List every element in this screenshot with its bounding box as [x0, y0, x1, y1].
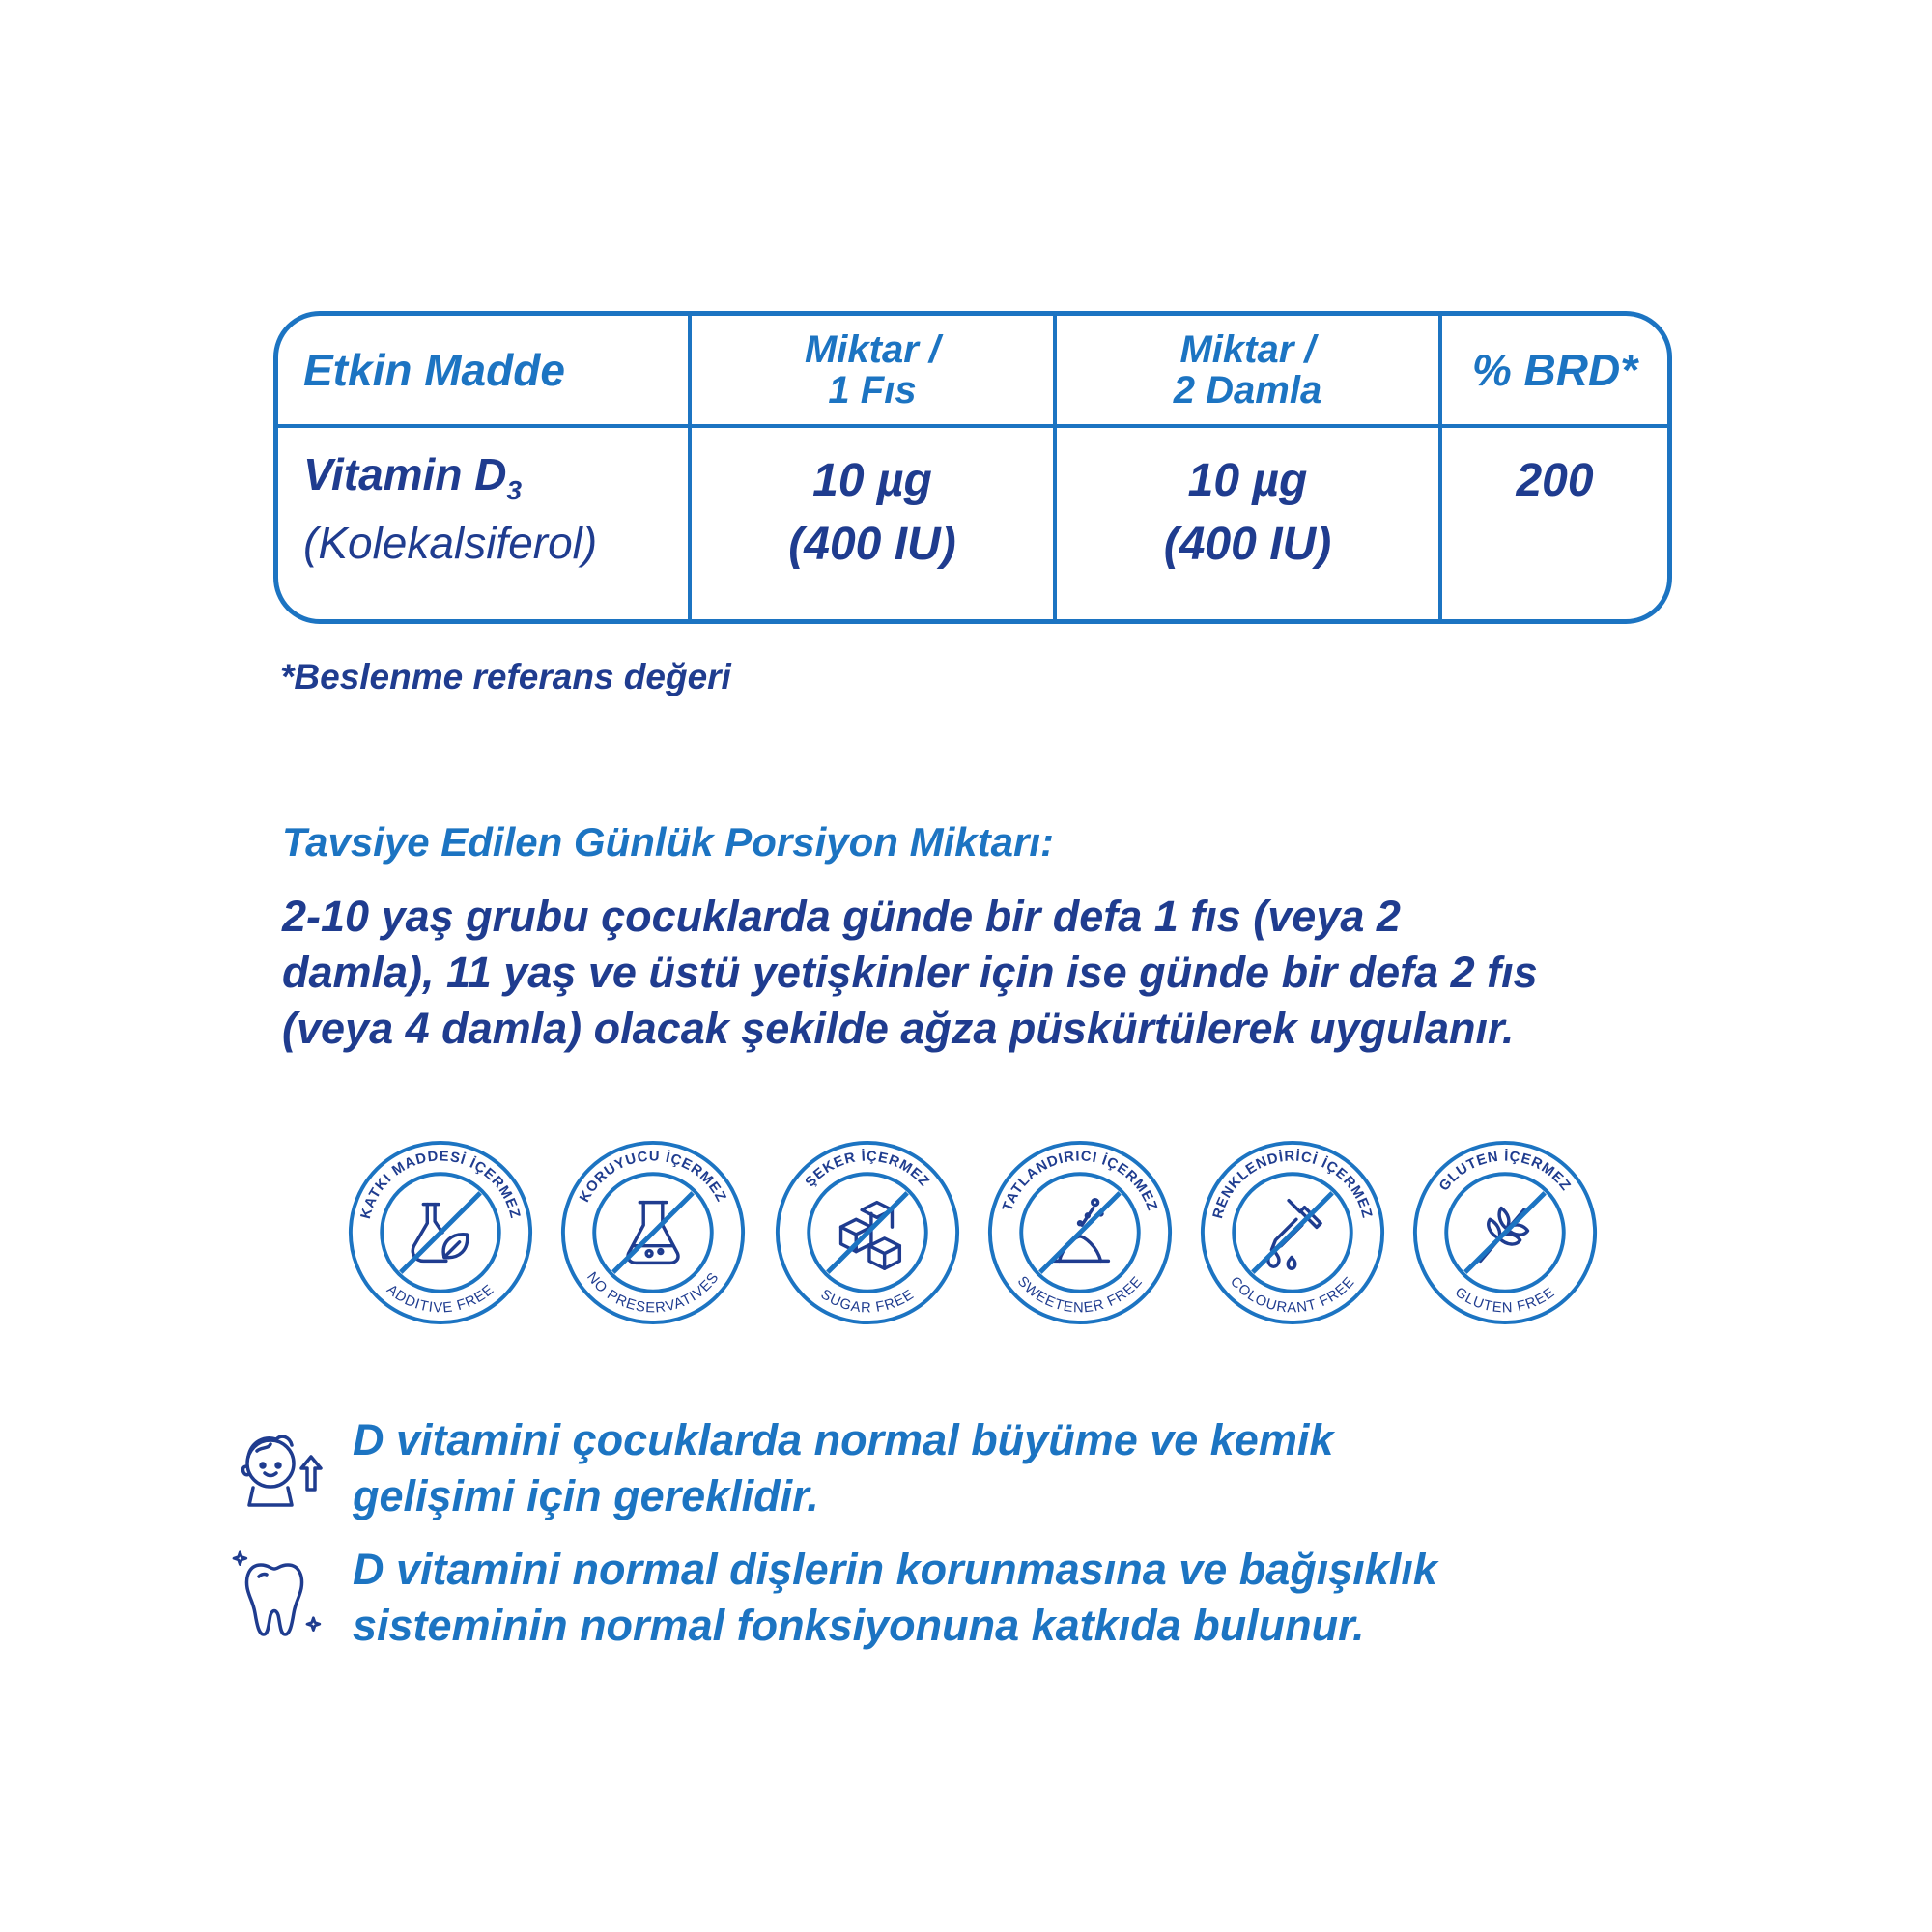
tooth-icon: [232, 1546, 328, 1642]
badge-bottom-text: COLOURANT FREE: [1227, 1273, 1358, 1317]
badge-bottom-text: ADDITIVE FREE: [384, 1281, 497, 1317]
claim-growth: [353, 1412, 1724, 1524]
badge-bottom-text: GLUTEN FREE: [1452, 1284, 1558, 1317]
header-amount-drop-line2: 2 Damla: [1173, 369, 1322, 412]
amount-spray-value: 10 µg: [812, 455, 932, 506]
free-badge: [1410, 1138, 1600, 1327]
nutrition-table: [273, 311, 1672, 624]
ingredient-subscript: 3: [506, 475, 523, 506]
badge-top-text: RENKLENDİRİCİ İÇERMEZ: [1209, 1149, 1375, 1221]
cell-ingredient: [303, 428, 688, 621]
header-brd: % BRD*: [1471, 344, 1638, 395]
badge-top-text: GLUTEN İÇERMEZ: [1436, 1149, 1575, 1195]
serving-line: damla), 11 yaş ve üstü yetişkinler için ise günde bir defa 2 fıs: [282, 948, 1538, 997]
svg-text:KATKI MADDESİ İÇERMEZ: [358, 1149, 523, 1220]
cell-amount-spray: [692, 428, 1053, 621]
claim-line: sisteminin normal fonksiyonuna katkıda bulunur.: [353, 1601, 1365, 1650]
free-badge: [985, 1138, 1175, 1327]
free-badge: [773, 1138, 962, 1327]
ingredient-alt-name: (Kolekalsiferol): [303, 518, 598, 569]
header-amount-drop-line1: Miktar /: [1179, 328, 1316, 371]
amount-drop-iu: (400 IU): [1163, 519, 1332, 570]
svg-text:RENKLENDİRİCİ İÇERMEZ: [1210, 1149, 1375, 1221]
ingredient-name-text: Vitamin D: [303, 449, 507, 499]
svg-text:TATLANDIRICI İÇERMEZ: [1000, 1149, 1160, 1213]
free-badge: [346, 1138, 535, 1327]
brd-value: 200: [1516, 455, 1594, 506]
badge-bottom-text: NO PRESERVATIVES: [583, 1269, 723, 1317]
child-growth-icon: [232, 1420, 328, 1517]
svg-text:KORUYUCU İÇERMEZ: [577, 1149, 728, 1205]
badge-top-text: KATKI MADDESİ İÇERMEZ: [357, 1149, 524, 1221]
serving-line: 2-10 yaş grubu çocuklarda günde bir defa 1 fıs (veya 2: [282, 892, 1401, 941]
badge-bottom-text: SUGAR FREE: [817, 1287, 918, 1317]
header-amount-spray: [692, 316, 1053, 424]
badge-top-text: TATLANDIRICI İÇERMEZ: [1000, 1149, 1160, 1214]
claim-line: gelişimi için gereklidir.: [353, 1471, 819, 1520]
claim-line: D vitamini normal dişlerin korunmasına ve bağışıklık: [353, 1545, 1437, 1594]
free-badge: [558, 1138, 748, 1327]
header-amount-spray-line1: Miktar /: [804, 328, 941, 371]
serving-text: [282, 889, 1789, 1057]
header-amount-spray-line2: 1 Fıs: [828, 369, 917, 412]
header-amount-drop: [1057, 316, 1438, 424]
claim-line: D vitamini çocuklarda normal büyüme ve kemik: [353, 1415, 1334, 1464]
svg-text:ADDITIVE FREE: [384, 1282, 497, 1316]
serving-title: Tavsiye Edilen Günlük Porsiyon Miktarı:: [282, 819, 1054, 865]
amount-drop-value: 10 µg: [1187, 455, 1308, 506]
cell-amount-drop: [1057, 428, 1438, 621]
claim-teeth-immunity: [353, 1542, 1724, 1654]
footnote: *Beslenme referans değeri: [280, 657, 731, 696]
ingredient-name: [303, 449, 688, 506]
amount-spray-iu: (400 IU): [788, 519, 956, 570]
badge-top-text: ŞEKER İÇERMEZ: [802, 1149, 933, 1191]
badge-bottom-text: SWEETENER FREE: [1013, 1273, 1147, 1317]
svg-text:GLUTEN FREE: [1452, 1285, 1558, 1317]
cell-brd: [1442, 428, 1667, 621]
free-badge: [1198, 1138, 1387, 1327]
badge-top-text: KORUYUCU İÇERMEZ: [577, 1149, 729, 1206]
header-ingredient: Etkin Madde: [303, 344, 565, 395]
serving-line: (veya 4 damla) olacak şekilde ağza püskürtülerek uygulanır.: [282, 1004, 1515, 1053]
